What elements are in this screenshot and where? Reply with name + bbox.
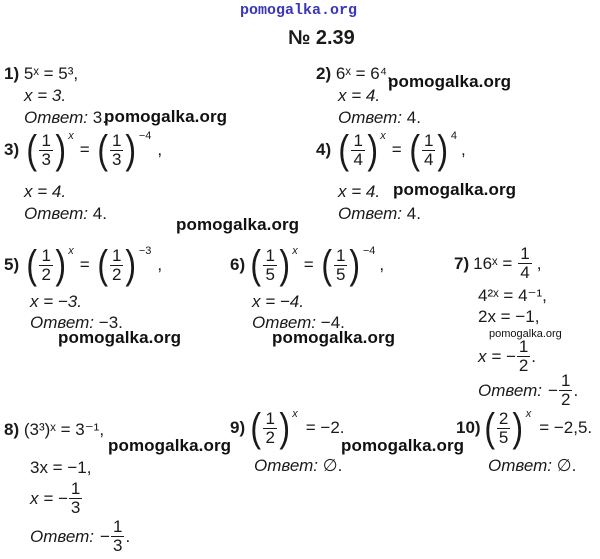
exponent: x	[68, 245, 74, 257]
left-power: ( $\frac{1}{2}$ )	[250, 406, 290, 450]
problem-9-number: 9)	[230, 418, 246, 437]
watermark: pomogalka.org	[341, 436, 465, 455]
problem-3-solution: x = 4.	[24, 182, 67, 201]
fraction: $\frac{1}{2}$	[518, 337, 529, 375]
fraction: $\frac{1}{3}$	[112, 517, 123, 555]
problem-6-solution: x = −4.	[252, 292, 304, 311]
exponent: −3	[138, 245, 152, 257]
problem-10-equation	[456, 408, 592, 448]
watermark: pomogalka.org	[272, 328, 396, 347]
problem-9-answer	[254, 456, 342, 476]
problem-2-solution: x = 4.	[338, 86, 381, 105]
problem-1-solution: x = 3.	[24, 86, 67, 105]
answer-label: Ответ:	[338, 204, 403, 223]
watermark: pomogalka.org	[104, 107, 228, 126]
watermark: pomogalka.org	[58, 328, 182, 347]
problem-1-equation: 5ˣ = 5³,	[23, 64, 79, 83]
fraction: $\frac{1}{3}$	[41, 130, 51, 169]
problem-9-equation	[230, 408, 345, 448]
answer-value: 4.	[406, 108, 421, 127]
problem-7-number: 7)	[454, 253, 470, 273]
problem-5-equation: 5) ( $\frac{1}{2}$ ) x = ( $\frac{1}{2}$ ) −3 ,	[4, 243, 163, 287]
problem-4-solution: x = 4.	[338, 182, 381, 201]
problem-2-answer	[338, 108, 421, 128]
answer-value: ∅.	[322, 456, 343, 475]
problem-1-number: 1)	[4, 64, 20, 83]
answer-label: Ответ:	[338, 108, 403, 127]
problem-2-equation: 6ˣ = 6⁴,	[335, 64, 392, 83]
problem-3-equation: 3) ( $\frac{1}{3}$ ) x = ( $\frac{1}{3}$ ) −4 ,	[4, 128, 163, 172]
watermark: pomogalka.org	[393, 180, 517, 199]
answer-label: Ответ:	[24, 108, 89, 127]
answer-value: 4.	[92, 204, 107, 223]
fraction: $\frac{1}{2}$	[112, 245, 122, 284]
answer-value: ∅.	[556, 456, 577, 475]
problem-4-answer	[338, 204, 421, 224]
problem-4-equation: 4) ( $\frac{1}{4}$ ) x = ( $\frac{1}{4}$ ) 4 ,	[316, 128, 466, 172]
problem-1	[4, 64, 78, 84]
problem-5-solution: x = −3.	[30, 292, 82, 311]
answer-value: −3.	[98, 313, 123, 332]
exponent: x	[380, 130, 386, 142]
problem-1-answer	[24, 108, 107, 128]
problem-3-number: 3)	[4, 140, 20, 159]
exponent: x	[292, 245, 298, 257]
watermark-top: pomogalka.org	[240, 2, 358, 19]
problem-title: № 2.39	[288, 27, 355, 49]
left-power: ( $\frac{1}{2}$ )	[26, 243, 66, 287]
fraction: $\frac{1}{2}$	[265, 408, 275, 447]
right-power: ( $\frac{1}{4}$ )	[409, 128, 449, 172]
problem-8-solution: x = − $\frac{1}{3}$	[30, 479, 81, 517]
watermark: pomogalka.org	[176, 215, 300, 234]
exponent: −4	[138, 130, 152, 142]
left-power: ( $\frac{2}{5}$ )	[483, 406, 524, 450]
left-power: ( $\frac{1}{3}$ )	[26, 128, 66, 172]
right-power: ( $\frac{1}{5}$ )	[321, 243, 361, 287]
right-power: ( $\frac{1}{3}$ )	[97, 128, 137, 172]
problem-2	[316, 64, 392, 84]
watermark: pomogalka.org	[388, 72, 512, 91]
fraction: $\frac{1}{2}$	[41, 245, 51, 284]
problem-7-step-2: 2x = −1,	[478, 307, 540, 326]
answer-value: 4.	[406, 204, 421, 223]
problem-4-number: 4)	[316, 140, 332, 159]
fraction: $\frac{1}{2}$	[560, 371, 571, 409]
problem-5-number: 5)	[4, 255, 20, 274]
watermark: pomogalka.org	[489, 328, 562, 340]
problem-7-equation: 7) 16ˣ = $\frac{1}{4}$ ,	[454, 244, 542, 282]
problem-6-equation: 6) ( $\frac{1}{5}$ ) x = ( $\frac{1}{5}$ ) −4 ,	[230, 243, 385, 287]
problem-2-number: 2)	[316, 64, 332, 83]
exponent: x	[68, 130, 74, 142]
answer-label: Ответ:	[254, 456, 319, 475]
problem-7-step-1: 4²ˣ = 4⁻¹,	[478, 286, 547, 305]
fraction: $\frac{1}{4}$	[353, 130, 363, 169]
exponent: x	[525, 408, 532, 420]
problem-9-rhs: = −2.	[305, 418, 345, 437]
left-power: ( $\frac{1}{5}$ )	[250, 243, 290, 287]
exponent: x	[292, 408, 298, 420]
problem-10-number: 10)	[456, 418, 481, 437]
fraction: $\frac{1}{3}$	[112, 130, 122, 169]
problem-6-number: 6)	[230, 255, 246, 274]
problem-3-answer	[24, 204, 107, 224]
left-power: ( $\frac{1}{4}$ )	[338, 128, 378, 172]
fraction: $\frac{2}{5}$	[498, 408, 509, 447]
problem-8-step-1: 3x = −1,	[30, 458, 92, 477]
watermark: pomogalka.org	[108, 436, 232, 455]
right-power: ( $\frac{1}{2}$ )	[97, 243, 137, 287]
problem-8-number: 8)	[4, 420, 20, 439]
problem-10-answer	[488, 456, 576, 476]
answer-label: Ответ:	[24, 204, 89, 223]
answer-label: Ответ:	[488, 456, 553, 475]
problem-7-answer: Ответ: − $\frac{1}{2}$ .	[478, 371, 579, 409]
answer-label: Ответ:	[30, 526, 95, 546]
fraction: $\frac{1}{3}$	[70, 479, 81, 517]
exponent: −4	[362, 245, 376, 257]
problem-8	[4, 420, 104, 440]
fraction: $\frac{1}{4}$	[520, 244, 530, 282]
answer-label: Ответ:	[478, 380, 543, 400]
problem-7-solution: x = − $\frac{1}{2}$ .	[478, 337, 537, 375]
answer-value: −4.	[320, 313, 345, 332]
fraction: $\frac{1}{5}$	[336, 245, 346, 284]
answer-label: Ответ:	[252, 313, 317, 332]
problem-7-lhs: 16ˣ =	[473, 253, 513, 273]
answer-label: Ответ:	[30, 313, 95, 332]
fraction: $\frac{1}{5}$	[265, 245, 275, 284]
fraction: $\frac{1}{4}$	[424, 130, 434, 169]
problem-10-rhs: = −2,5.	[539, 418, 593, 437]
exponent: 4	[450, 130, 457, 142]
problem-8-equation: (3³)ˣ = 3⁻¹,	[23, 420, 105, 439]
answer-value: 3.	[92, 108, 107, 127]
problem-8-answer: Ответ: − $\frac{1}{3}$ .	[30, 517, 131, 555]
